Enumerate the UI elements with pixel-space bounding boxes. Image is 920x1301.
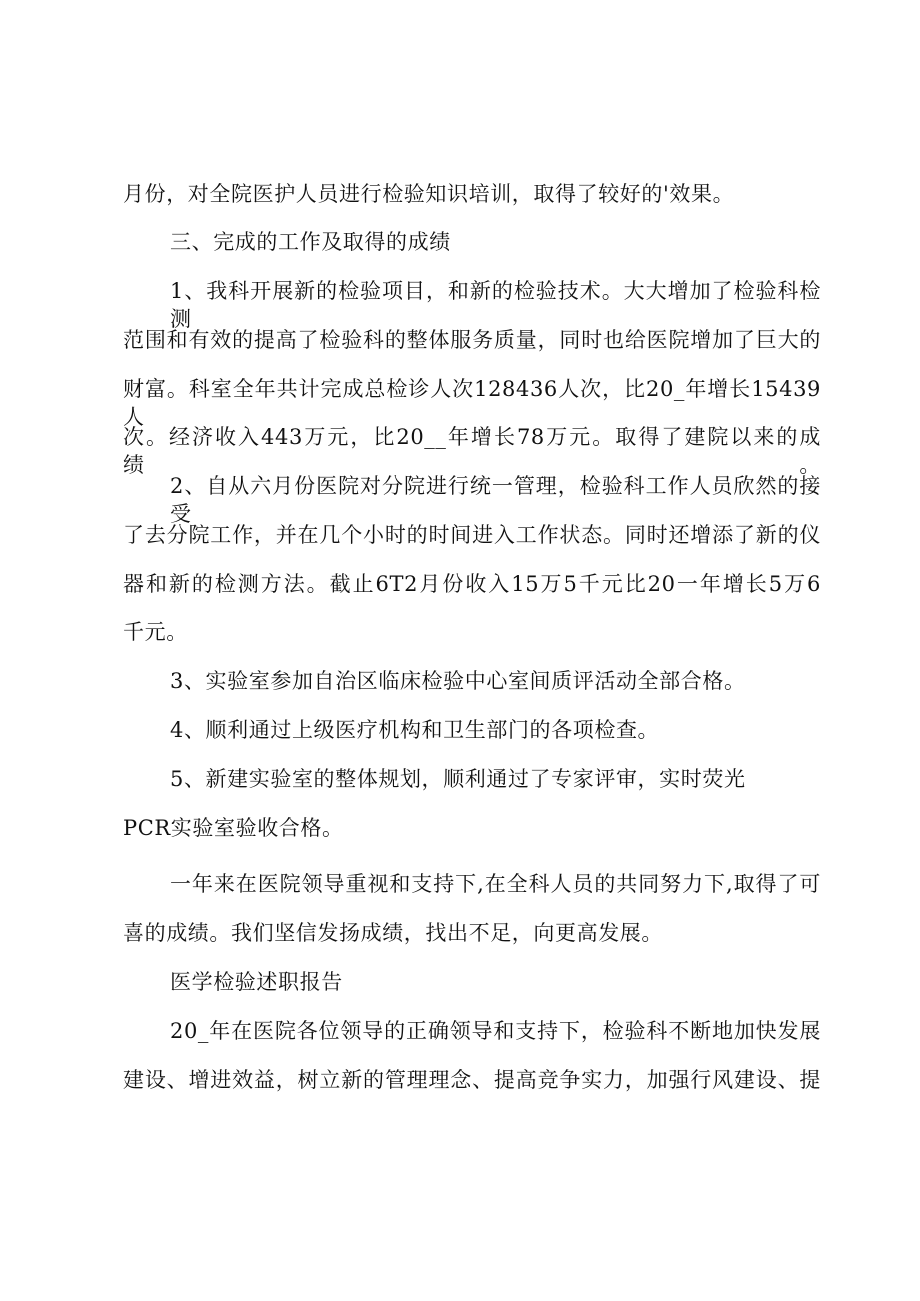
body-text-line: 1、我科开展新的检验项目，和新的检验技术。大大增加了检验科检测 <box>170 279 821 331</box>
body-text-line: PCR实验室验收合格。 <box>123 816 344 840</box>
body-text-line: 了去分院工作，并在几个小时的时间进入工作状态。同时还增添了新的仪 <box>123 523 821 547</box>
section-heading: 三、完成的工作及取得的成绩 <box>170 230 451 254</box>
body-text-line: 建设、增进效益，树立新的管理理念、提高竞争实力，加强行风建设、提 <box>123 1068 821 1092</box>
body-text-line: 千元。 <box>123 620 188 644</box>
body-text-line: 20_年在医院各位领导的正确领导和支持下，检验科不断地加快发展 <box>170 1019 821 1043</box>
body-text-line: 一年来在医院领导重视和支持下,在全科人员的共同努力下,取得了可 <box>170 872 821 896</box>
body-text-line: 次。经济收入443万元，比20__年增长78万元。取得了建院以来的成绩。 <box>123 425 821 477</box>
body-text-line: 财富。科室全年共计完成总检诊人次128436人次，比20_年增长15439人 <box>123 377 821 429</box>
body-text-line: 器和新的检测方法。截止6T2月份收入15万5千元比20一年增长5万6 <box>123 572 821 596</box>
body-text-line: 4、顺利通过上级医疗机构和卫生部门的各项检查。 <box>170 718 660 742</box>
document-title: 医学检验述职报告 <box>170 970 343 994</box>
body-text-line: 喜的成绩。我们坚信发扬成绩，找出不足，向更高发展。 <box>123 921 663 945</box>
body-text-line: 月份，对全院医护人员进行检验知识培训，取得了较好的'效果。 <box>123 182 735 206</box>
body-text-line: 2、自从六月份医院对分院进行统一管理，检验科工作人员欣然的接受 <box>170 474 821 526</box>
body-text-line: 3、实验室参加自治区临床检验中心室间质评活动全部合格。 <box>170 669 746 693</box>
body-text-line: 范围和有效的提高了检验科的整体服务质量，同时也给医院增加了巨大的 <box>123 328 821 352</box>
body-text-line: 5、新建实验室的整体规划，顺利通过了专家评审，实时荧光 <box>170 767 746 791</box>
